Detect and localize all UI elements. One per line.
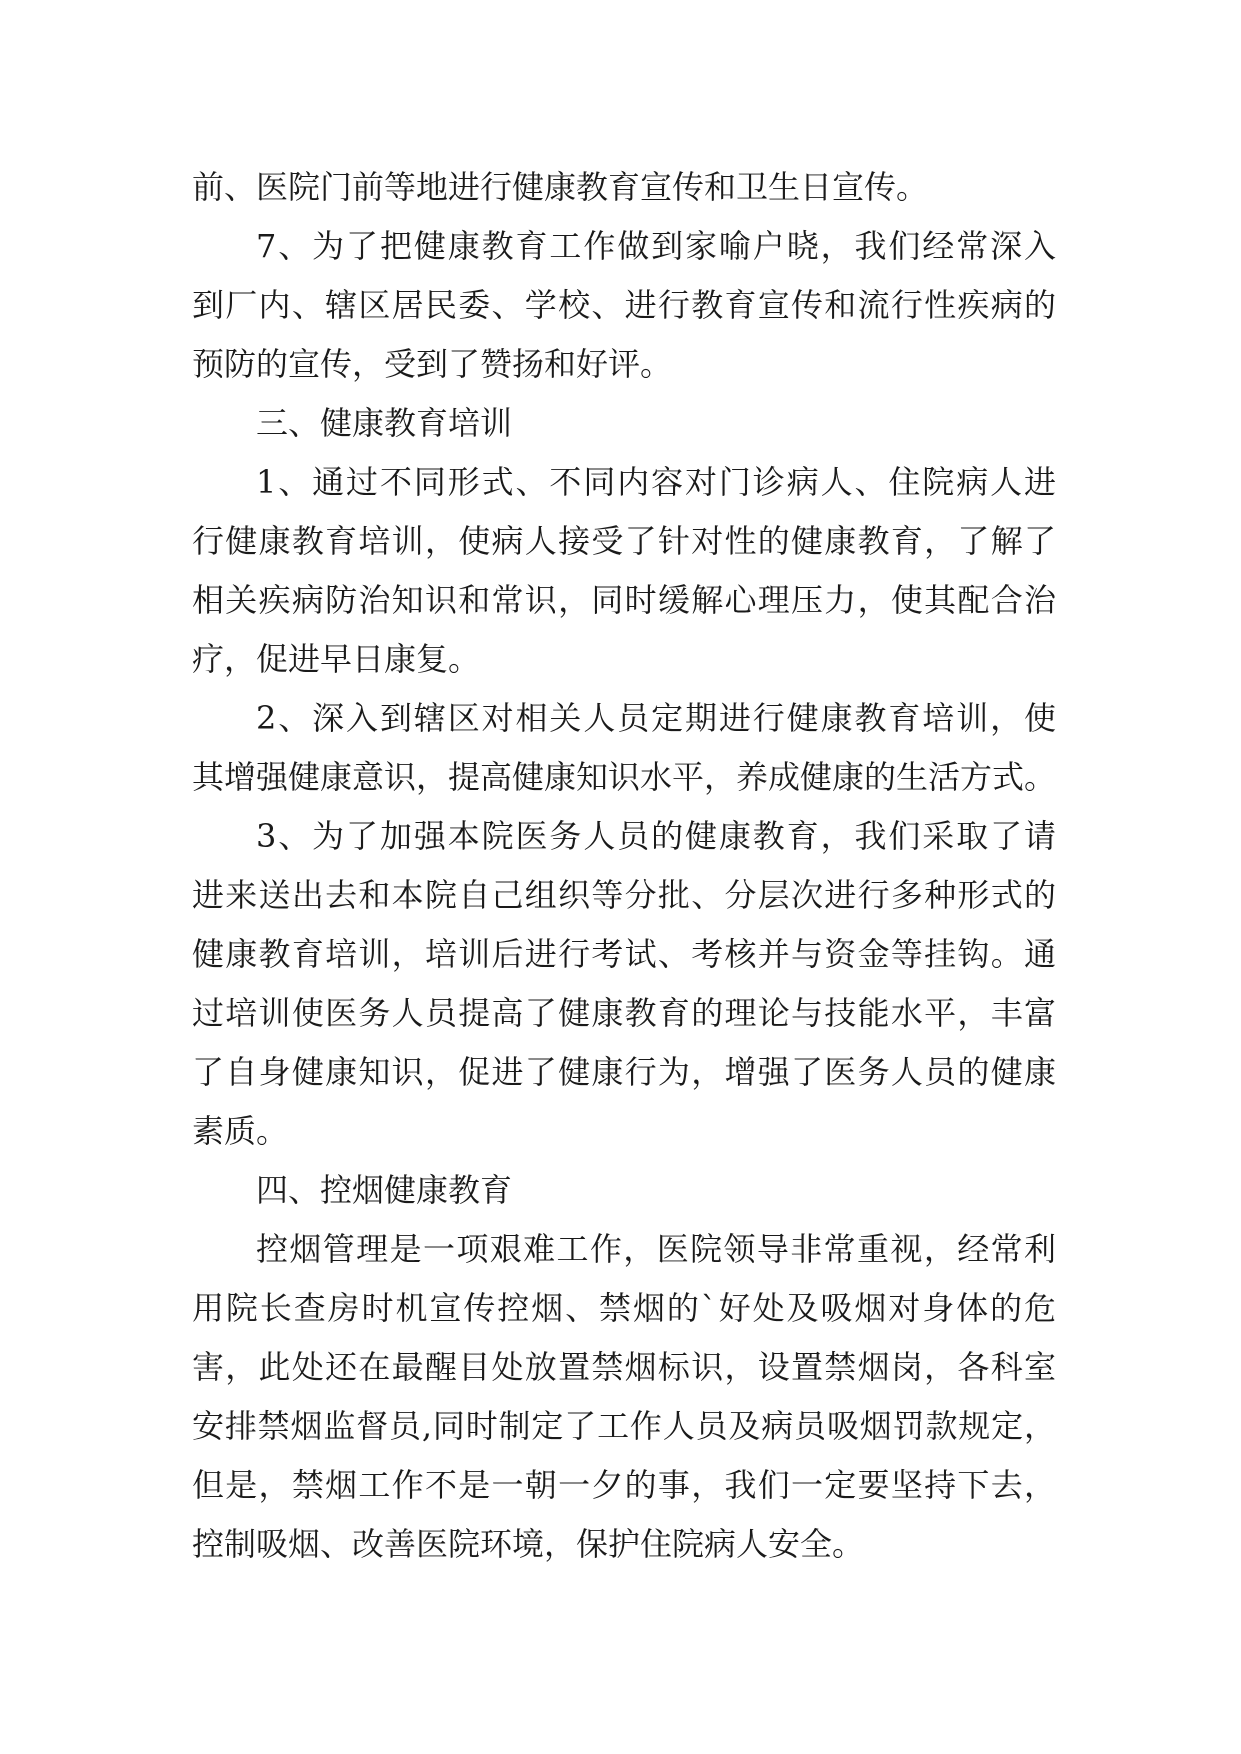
text-line: 过培训使医务人员提高了健康教育的理论与技能水平，丰富 (192, 994, 1056, 1032)
text-line: 但是，禁烟工作不是一朝一夕的事，我们一定要坚持下去， (192, 1466, 1056, 1504)
text-line: 三、健康教育培训 (256, 404, 513, 442)
text-line: 健康教育培训，培训后进行考试、考核并与资金等挂钩。通 (192, 935, 1056, 973)
text-line: 1、通过不同形式、不同内容对门诊病人、住院病人进 (256, 463, 1056, 501)
text-line: 预防的宣传，受到了赞扬和好评。 (192, 345, 673, 383)
text-line: 用院长查房时机宣传控烟、禁烟的`好处及吸烟对身体的危 (192, 1289, 1056, 1327)
text-line: 其增强健康意识，提高健康知识水平，养成健康的生活方式。 (192, 758, 1057, 796)
text-line: 素质。 (192, 1112, 289, 1150)
text-line: 四、控烟健康教育 (256, 1171, 513, 1209)
text-line: 前、医院门前等地进行健康教育宣传和卫生日宣传。 (192, 168, 929, 206)
text-line: 相关疾病防治知识和常识，同时缓解心理压力，使其配合治 (192, 581, 1056, 619)
text-line: 7、为了把健康教育工作做到家喻户晓，我们经常深入 (256, 227, 1056, 265)
text-line: 3、为了加强本院医务人员的健康教育，我们采取了请 (256, 817, 1056, 855)
text-line: 控烟管理是一项艰难工作，医院领导非常重视，经常利 (256, 1230, 1056, 1268)
text-line: 到厂内、辖区居民委、学校、进行教育宣传和流行性疾病的 (192, 286, 1056, 324)
text-line: 进来送出去和本院自己组织等分批、分层次进行多种形式的 (192, 876, 1056, 914)
text-line: 2、深入到辖区对相关人员定期进行健康教育培训，使 (256, 699, 1056, 737)
text-line: 了自身健康知识，促进了健康行为，增强了医务人员的健康 (192, 1053, 1056, 1091)
text-line: 害，此处还在最醒目处放置禁烟标识，设置禁烟岗，各科室 (192, 1348, 1056, 1386)
text-line: 疗，促进早日康复。 (192, 640, 481, 678)
document-body (192, 158, 1056, 1574)
text-line: 控制吸烟、改善医院环境，保护住院病人安全。 (192, 1525, 865, 1563)
text-line: 安排禁烟监督员,同时制定了工作人员及病员吸烟罚款规定， (192, 1407, 1056, 1445)
text-line: 行健康教育培训，使病人接受了针对性的健康教育，了解了 (192, 522, 1056, 560)
